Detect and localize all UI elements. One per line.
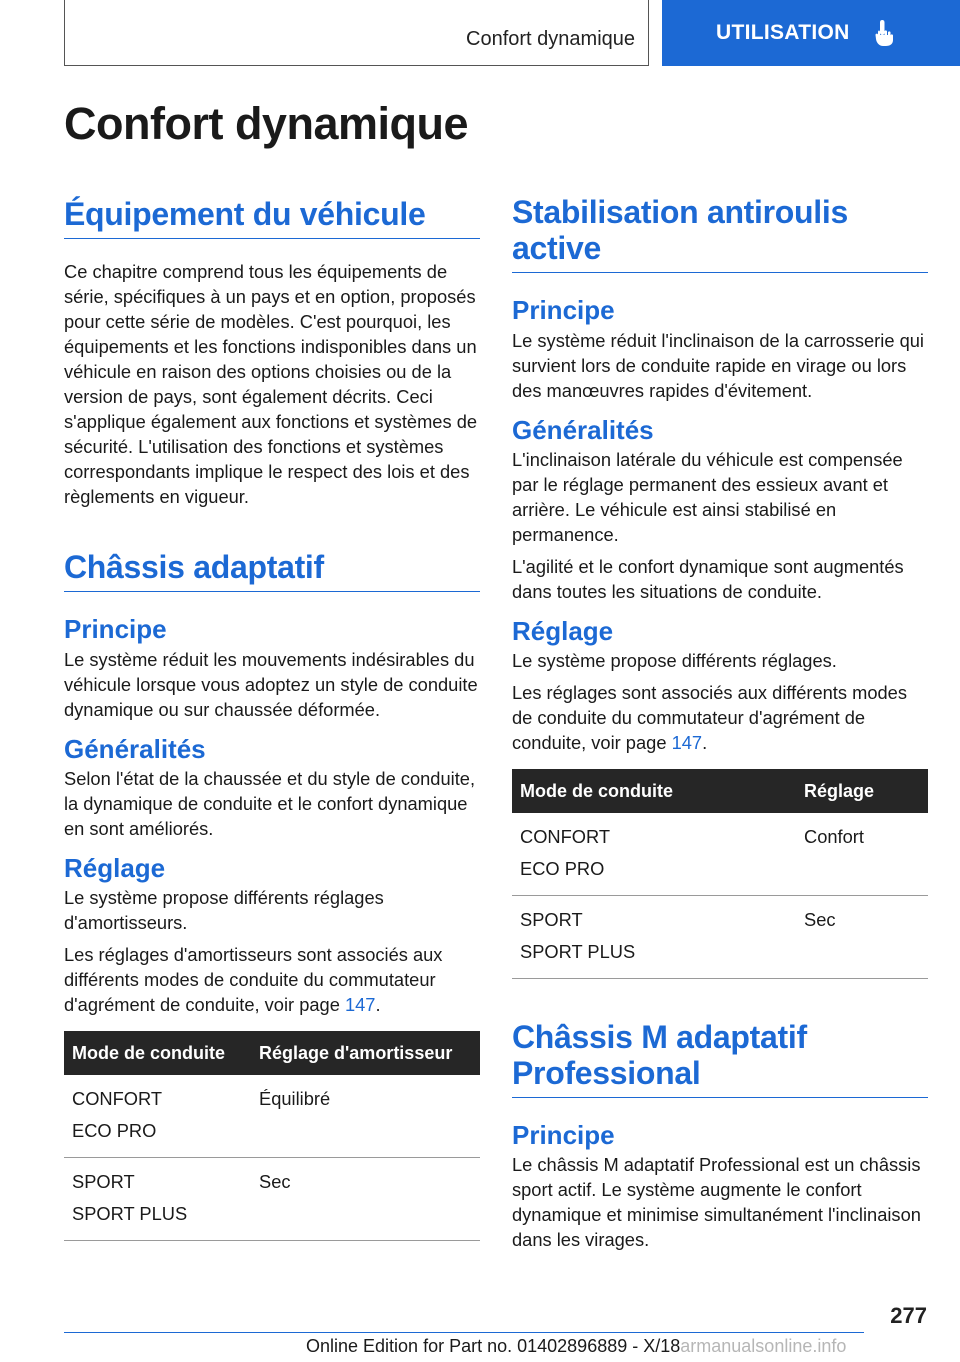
header-cell: Mode de conduite [72, 1042, 225, 1063]
mode-cell [512, 821, 796, 885]
principle-heading: Principe [64, 614, 167, 645]
right-column [512, 190, 928, 1252]
mode-name: SPORT PLUS [520, 940, 636, 962]
chapter-tab[interactable] [662, 0, 960, 66]
principle-text: Le système réduit les mouvements indésirables du véhicule lorsque vous adoptez un style de conduite dynamique ou sur chaussée déformée. [64, 648, 478, 720]
equipment-heading: Équipement du véhicule [64, 196, 480, 239]
principle-text: Le système réduit l'inclinaison de la carrosserie qui survient lors de conduite rapide en virage ou lors des manœuvres rapides d'évitement. [512, 329, 924, 401]
principle-heading: Principe [512, 295, 615, 326]
general-text: L'agilité et le confort dynamique sont augmentés dans toutes les situations de conduite. [512, 555, 904, 602]
m-chassis-heading: Châssis M adaptatif Professional [512, 1019, 928, 1098]
page-number: 277 [890, 1303, 927, 1328]
page-link[interactable]: 147 [344, 993, 376, 1015]
table-row [512, 896, 928, 979]
principle-text: Le châssis M adaptatif Professional est un châssis sport actif. Le système augmente le confort dynamique et minimise simultanément l'inclinaison dans les virages. [512, 1154, 921, 1251]
general-text: L'inclinaison latérale du véhicule est compensée par le réglage permanent des essieux avant et arrière. Le véhicule est ainsi stabilisé en permanence. [512, 448, 903, 545]
table-row [512, 813, 928, 896]
setting-cell: Confort [804, 825, 864, 847]
setting-cell: Équilibré [259, 1087, 331, 1109]
setting-cell: Sec [259, 1170, 291, 1192]
mode-name: SPORT [72, 1170, 135, 1192]
mode-name: SPORT PLUS [72, 1202, 188, 1224]
left-column [64, 190, 480, 1241]
header-cell: Réglage [804, 780, 875, 801]
footer-edition: Online Edition for Part no. 01402896889 - X/18 [306, 1336, 681, 1356]
general-text: Selon l'état de la chaussée et du style de conduite, la dynamique de conduite et le confort dynamique en sont améliorés. [64, 767, 476, 839]
footer-divider [64, 1332, 864, 1333]
table-row [64, 1075, 480, 1158]
page-link[interactable]: 147 [671, 731, 703, 753]
principle-heading: Principe [512, 1120, 615, 1151]
mode-name: CONFORT [72, 1087, 163, 1109]
setting-text-part: Les réglages d'amortisseurs sont associés aux différents modes de conduite du commutateur d'agrément de conduite, voir page [64, 943, 443, 1015]
setting-text-end: . [375, 993, 381, 1015]
setting-text: Le système propose différents réglages d'amortisseurs. [64, 886, 384, 933]
mode-name: ECO PRO [72, 1119, 157, 1141]
chapter-label: UTILISATION [716, 21, 850, 44]
footer [306, 1336, 846, 1357]
mode-name: SPORT [520, 908, 583, 930]
header-cell: Réglage d'amortisseur [259, 1042, 453, 1063]
setting-heading: Réglage [512, 615, 614, 646]
general-heading: Généralités [512, 414, 654, 445]
mode-name: CONFORT [520, 825, 611, 847]
mode-cell [64, 1166, 251, 1230]
stabilisation-heading: Stabilisation antiroulis active [512, 194, 928, 273]
mode-name: ECO PRO [520, 857, 605, 879]
table-row [64, 1158, 480, 1241]
mode-cell [64, 1083, 251, 1147]
damper-settings-table [64, 1031, 480, 1241]
setting-text-end: . [702, 731, 708, 753]
setting-text-xref [512, 680, 928, 755]
table-header [64, 1031, 480, 1075]
setting-heading: Réglage [64, 852, 166, 883]
mode-cell [512, 904, 796, 968]
footer-watermark: armanualsonline.info [680, 1336, 847, 1356]
setting-cell: Sec [804, 908, 836, 930]
adaptive-chassis-heading: Châssis adaptatif [64, 549, 480, 592]
pointing-hand-icon [872, 19, 898, 47]
header-cell: Mode de conduite [520, 780, 673, 801]
setting-text-xref [64, 942, 480, 1017]
setting-text-part: Les réglages sont associés aux différents modes de conduite du commutateur d'agrément de conduite, voir page [512, 681, 907, 753]
equipment-text: Ce chapitre comprend tous les équipements de série, spécifiques à un pays et en option, proposés pour cette série de modèles. C'est pourquoi, les équipements et les fonctions indisponibles dans un véhicule en raison des options choisies ou de la version de pays, sont également décrits. Ceci s'applique également aux fonctions et systèmes de sécurité. L'utilisation des fonctions et systèmes correspondants implique le respect des lois et des règlements en vigueur. [64, 261, 478, 508]
stabilisation-settings-table [512, 769, 928, 979]
table-header [512, 769, 928, 813]
header-section-title: Confort dynamique [466, 28, 635, 50]
page-title: Confort dynamique [64, 98, 468, 149]
general-heading: Généralités [64, 733, 206, 764]
setting-text: Le système propose différents réglages. [512, 649, 837, 671]
